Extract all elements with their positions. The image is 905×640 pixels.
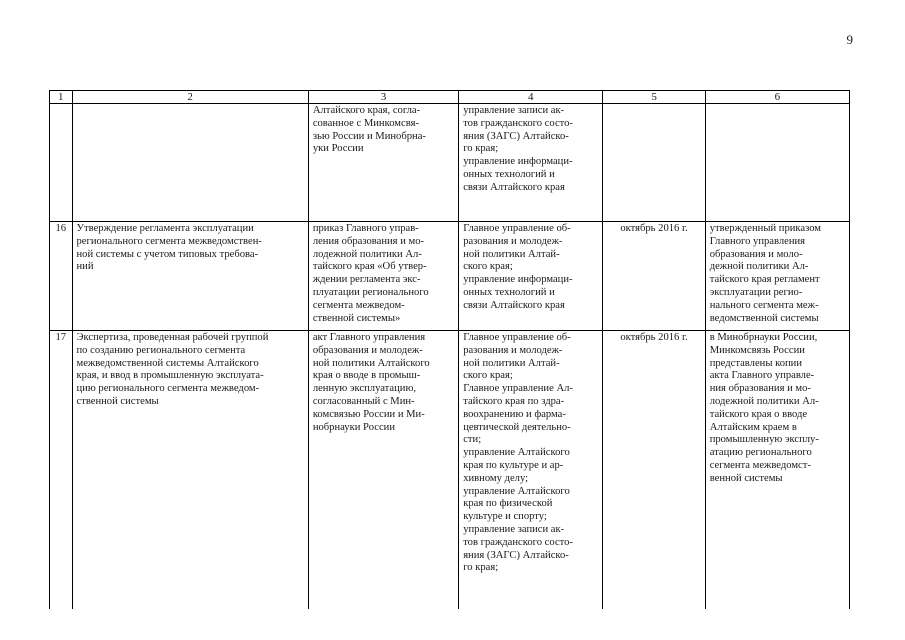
page-number: 9 xyxy=(846,32,853,47)
result-cell: в Минобрнауки России, Минкомсвязь России представлены копии акта Главного управле- ния образования и мо- лодежной политики Ал- тайского края о вводе Алтайским краем в промышленную эксплу- атацию регионального сегмента межведомст- венной системы xyxy=(705,331,849,610)
document-cell: приказ Главного управ- ления образования и мо- лодежной политики Ал- тайского края «Об утвер- ждении регламента экс- плуатации регионального сегмента межведом- ственной системы» xyxy=(308,222,458,331)
header-cell: 2 xyxy=(72,91,308,104)
header-cell: 1 xyxy=(50,91,73,104)
executor-cell: Главное управление об- разования и молодеж- ной политики Алтай- ского края; управление информаци- онных технологий и связи Алтайского края xyxy=(459,222,603,331)
result-cell: утвержденный приказом Главного управления образования и моло- дежной политики Ал- тайского края регламент эксплуатации регио- нального сегмента меж- ведомственной системы xyxy=(705,222,849,331)
row-number-cell xyxy=(50,104,73,222)
executor-cell: Главное управление об- разования и молодеж- ной политики Алтай- ского края; Главное управление Ал- тайского края по здра- воохранению и фарма- цевтической деятельно- сти; управление Алтайского края по культуре и ар- хивному делу; управление Алтайского края по физической культуре и спорту; управление записи ак- тов гражданского состо- яния (ЗАГС) Алтайско- го края; xyxy=(459,331,603,610)
header-cell: 4 xyxy=(459,91,603,104)
table-row xyxy=(50,331,850,610)
task-cell: Экспертиза, проведенная рабочей группой по созданию регионального сегмента межведомственной системы Алтайского края, и ввод в промышленную эксплуата- цию регионального сегмента межведом- ственной системы xyxy=(72,331,308,610)
result-cell xyxy=(705,104,849,222)
plan-table xyxy=(49,90,850,609)
date-cell: октябрь 2016 г. xyxy=(603,331,705,610)
row-number-cell: 17 xyxy=(50,331,73,610)
date-cell xyxy=(603,104,705,222)
header-cell: 5 xyxy=(603,91,705,104)
table-row xyxy=(50,222,850,331)
document-cell: акт Главного управления образования и молодеж- ной политики Алтайского края о вводе в промыш- ленную эксплуатацию, согласованный с Мин- комсвязью России и Ми- нобрнауки России xyxy=(308,331,458,610)
task-cell: Утверждение регламента эксплуатации регионального сегмента межведомствен- ной системы с учетом типовых требова- ний xyxy=(72,222,308,331)
document-cell: Алтайского края, согла- сованное с Минкомсвя- зью России и Минобрна- уки России xyxy=(308,104,458,222)
row-number-cell: 16 xyxy=(50,222,73,331)
table-header-row xyxy=(50,91,850,104)
date-cell: октябрь 2016 г. xyxy=(603,222,705,331)
executor-cell: управление записи ак- тов гражданского состо- яния (ЗАГС) Алтайско- го края; управление информаци- онных технологий и связи Алтайского края xyxy=(459,104,603,222)
table-row xyxy=(50,104,850,222)
task-cell xyxy=(72,104,308,222)
header-cell: 6 xyxy=(705,91,849,104)
header-cell: 3 xyxy=(308,91,458,104)
